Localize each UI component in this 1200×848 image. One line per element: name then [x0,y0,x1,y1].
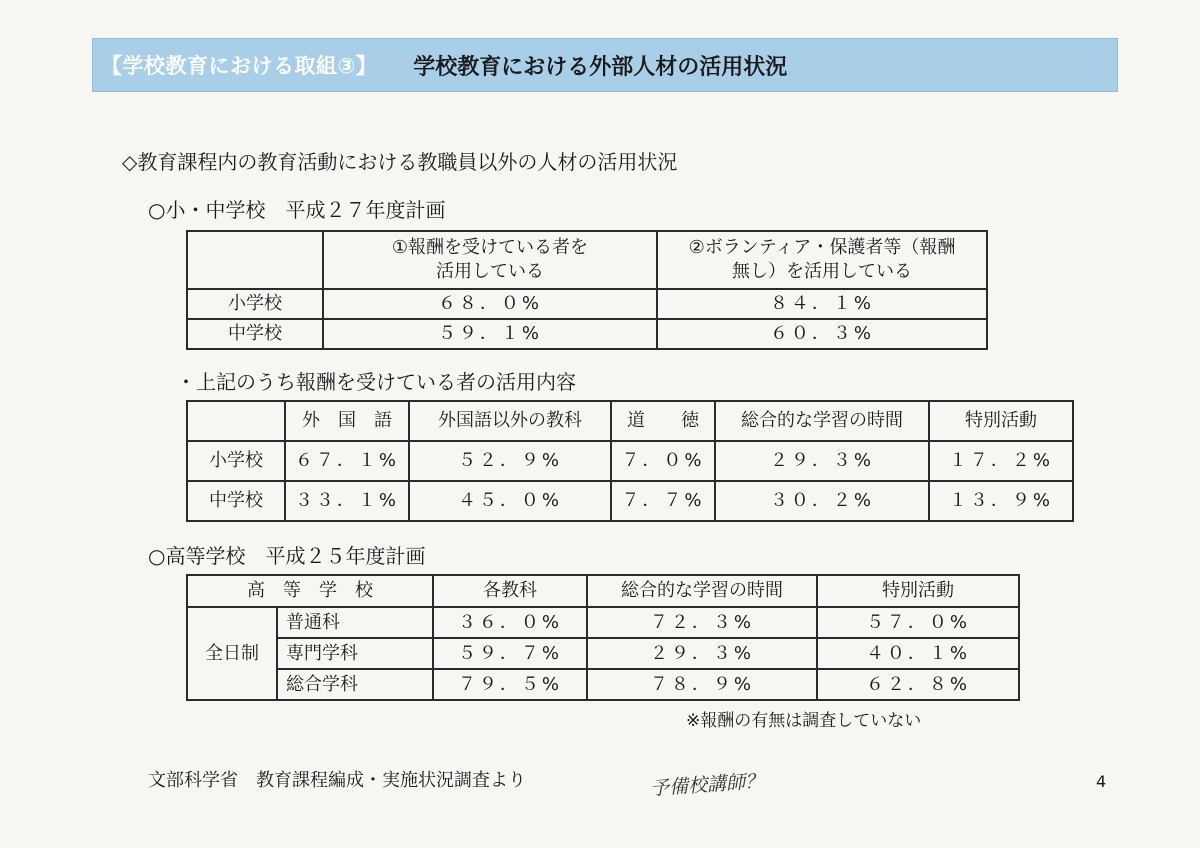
table-cell: ７．７% [611,481,715,521]
column-header: 道 徳 [611,401,715,441]
content-sub-heading: ・上記のうち報酬を受けている者の活用内容 [176,370,576,394]
school-type-header: 高 等 学 校 [187,575,433,607]
table-cell: ３６．０% [433,607,587,638]
column-header: 総合的な学習の時間 [715,401,929,441]
table-cell: １７．２% [929,441,1073,481]
table-header-row [187,401,1073,441]
table-cell: ７８．９% [587,669,817,700]
page-number: 4 [1096,772,1107,791]
table-header-row [187,575,1019,607]
row-label: 総合学科 [277,669,433,700]
row-label: 中学校 [187,319,323,349]
row-label: 小学校 [187,289,323,319]
column-header: 総合的な学習の時間 [587,575,817,607]
section-title: ◇教育課程内の教育活動における教職員以外の人材の活用状況 [122,150,678,174]
elementary-heading: ○小・中学校 平成２７年度計画 [148,198,446,222]
elementary-usage-table [186,230,988,350]
table-cell: ４０．１% [817,638,1019,669]
table-cell: ４５．０% [409,481,611,521]
column-header: 外国語以外の教科 [409,401,611,441]
high-school-heading: ○高等学校 平成２５年度計画 [148,544,426,568]
table-cell: ６７．１% [285,441,409,481]
table-row [187,638,1019,669]
paid-content-table [186,400,1074,522]
page-title: 学校教育における外部人材の活用状況 [413,54,788,80]
empty-header-cell [187,231,323,289]
source-citation: 文部科学省 教育課程編成・実施状況調査より [148,770,526,791]
row-label: 中学校 [187,481,285,521]
table-cell: ３３．１% [285,481,409,521]
table-cell: ７９．５% [433,669,587,700]
column-header: 外 国 語 [285,401,409,441]
empty-header-cell [187,401,285,441]
row-label: 小学校 [187,441,285,481]
table-cell: ７２．３% [587,607,817,638]
paid-value: ５９．１% [323,319,657,349]
table-row [187,441,1073,481]
table-cell: ５７．０% [817,607,1019,638]
header-bar [92,38,1118,92]
table-cell: ５９．７% [433,638,587,669]
table-cell: １３．９% [929,481,1073,521]
volunteer-value: ８４．１% [657,289,987,319]
table-cell: ２９．３% [715,441,929,481]
column-header: 特別活動 [929,401,1073,441]
table-row [187,319,987,349]
row-label: 普通科 [277,607,433,638]
table-row [187,607,1019,638]
handwritten-note: 予備校講師？ [649,770,765,800]
survey-note: ※報酬の有無は調査していない [686,711,922,731]
row-label: 専門学科 [277,638,433,669]
volunteer-value: ６０．３% [657,319,987,349]
high-school-table [186,574,1020,701]
table-row [187,289,987,319]
group-label: 全日制 [187,607,277,700]
table-cell: ７．０% [611,441,715,481]
table-cell: ２９．３% [587,638,817,669]
table-cell: ６２．８% [817,669,1019,700]
header-tag: 【学校教育における取組③】 [101,54,378,78]
table-row [187,669,1019,700]
table-header-row [187,231,987,289]
paid-value: ６８．０% [323,289,657,319]
volunteer-header: ②ボランティア・保護者等（報酬 無し）を活用している [657,231,987,289]
table-cell: ５２．９% [409,441,611,481]
table-cell: ３０．２% [715,481,929,521]
table-row [187,481,1073,521]
column-header: 特別活動 [817,575,1019,607]
paid-header: ①報酬を受けている者を 活用している [323,231,657,289]
column-header: 各教科 [433,575,587,607]
